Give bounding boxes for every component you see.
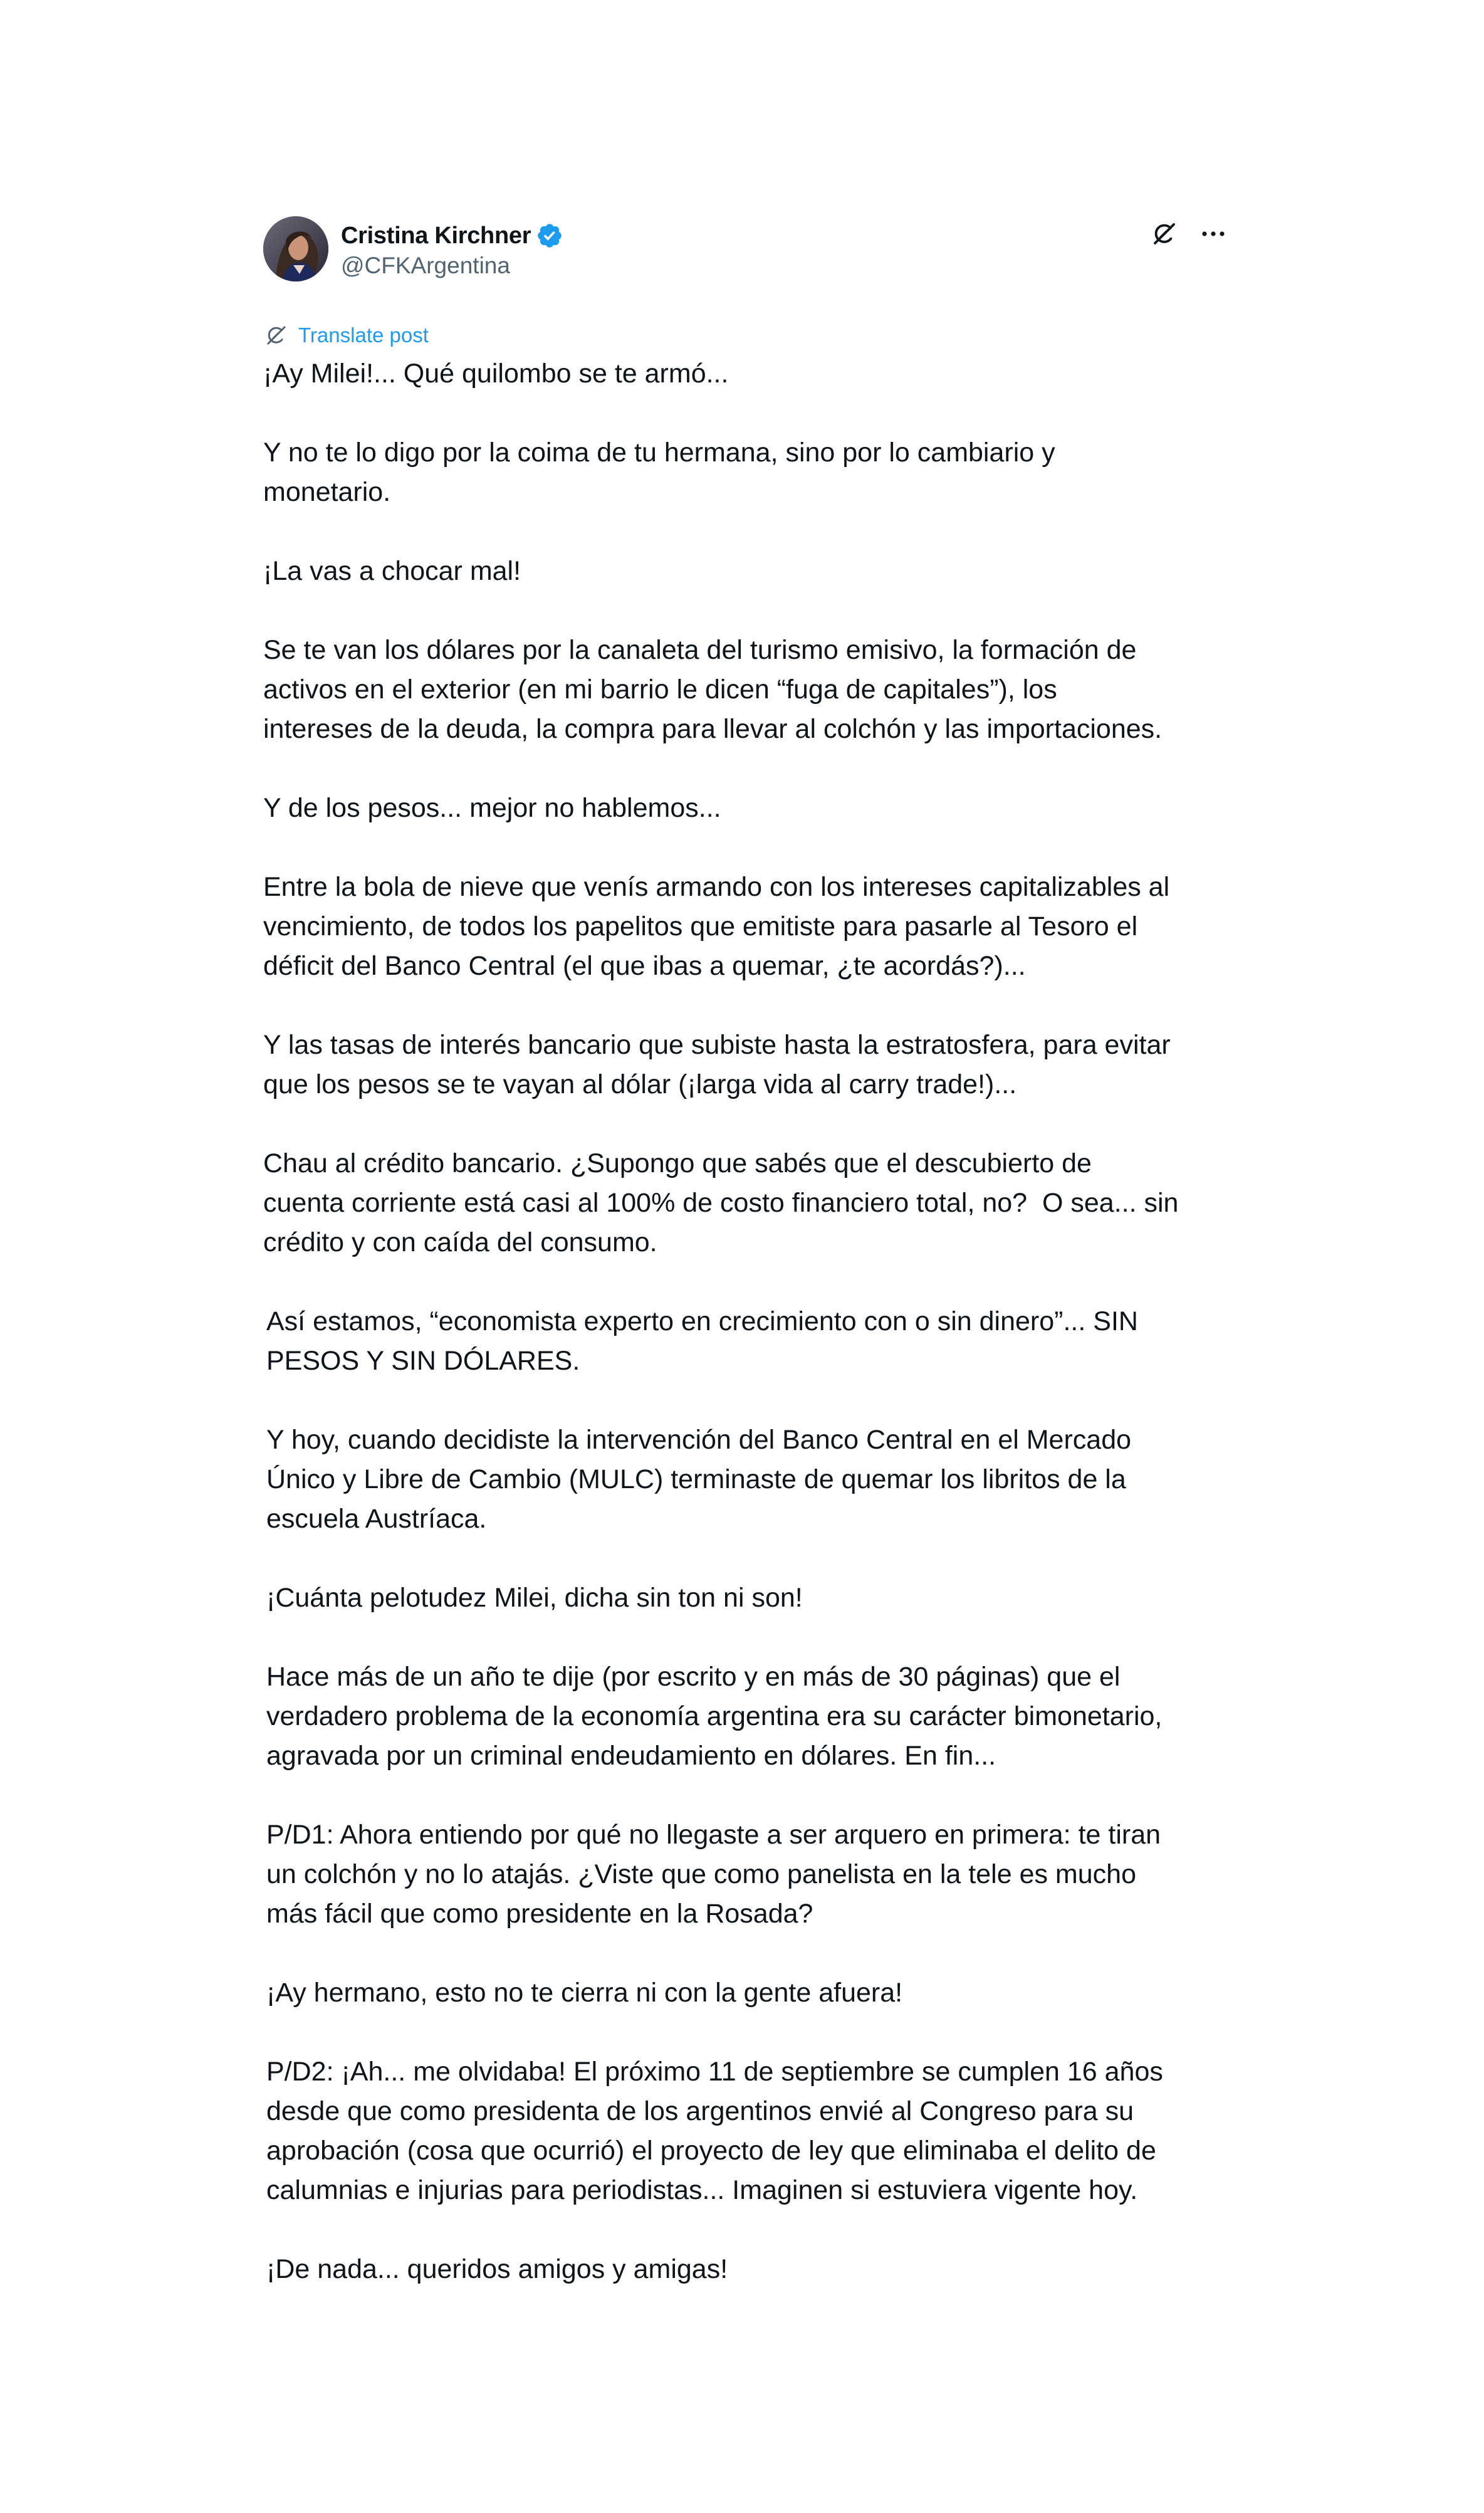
- post-paragraph: P/D2: ¡Ah... me olvidaba! El próximo 11 de septiembre se cumplen 16 años desde que como presidenta de los argentinos envié al Congreso para su aprobación (cosa que ocurrió) el proyecto de ley que eliminaba el delito de calumnias e injurias para periodistas... Imaginen si estuviera vigente hoy.: [266, 2057, 1163, 2205]
- post-paragraph: Y no te lo digo por la coima de tu hermana, sino por lo cambiario y monetario.: [263, 438, 1055, 507]
- post-paragraph: ¡Ay Milei!... Qué quilombo se te armó...: [263, 359, 729, 389]
- author-display-name[interactable]: Cristina Kirchner: [341, 222, 531, 249]
- post-paragraph: Y las tasas de interés bancario que subiste hasta la estratosfera, para evitar que los pesos se te vayan al dólar (¡larga vida al carry trade!)...: [263, 1030, 1171, 1099]
- post-paragraph: Hace más de un año te dije (por escrito y en más de 30 páginas) que el verdadero problema de la economía argentina era su carácter bimonetario, agravada por un criminal endeudamiento en dólares. En fin...: [266, 1662, 1163, 1771]
- translate-post-link[interactable]: Translate post: [298, 323, 429, 347]
- post-paragraph: ¡Ay hermano, esto no te cierra ni con la gente afuera!: [266, 1978, 903, 2008]
- translate-row[interactable]: [263, 322, 1228, 349]
- translate-icon: [263, 322, 290, 349]
- author-name-row: [341, 220, 563, 251]
- grok-icon[interactable]: [1149, 219, 1179, 249]
- author-handle[interactable]: @CFKArgentina: [341, 253, 510, 278]
- post-paragraph: Y hoy, cuando decidiste la intervención del Banco Central en el Mercado Único y Libre de Cambio (MULC) terminaste de quemar los libritos de la escuela Austríaca.: [266, 1425, 1132, 1534]
- post-paragraph: P/D1: Ahora entiendo por qué no llegaste a ser arquero en primera: te tiran un colchón y no lo atajás. ¿Viste que como panelista en la tele es mucho más fácil que como presidente en la Rosada?: [266, 1820, 1161, 1929]
- post-paragraph: Chau al crédito bancario. ¿Supongo que sabés que el descubierto de cuenta corriente está casi al 100% de costo financiero total, no? O sea... sin crédito y con caída del consumo.: [263, 1148, 1179, 1257]
- post: [263, 216, 1228, 2289]
- post-paragraph: Así estamos, “economista experto en crecimiento con o sin dinero”... SIN PESOS Y SIN DÓLARES.: [266, 1306, 1138, 1376]
- post-paragraph: ¡La vas a chocar mal!: [263, 556, 521, 586]
- more-options-icon[interactable]: [1198, 219, 1228, 249]
- author-block: [341, 220, 563, 279]
- avatar-image: [263, 216, 328, 281]
- post-paragraph: Y de los pesos... mejor no hablemos...: [263, 793, 721, 823]
- post-paragraph: ¡Cuánta pelotudez Milei, dicha sin ton ni son!: [266, 1583, 803, 1613]
- avatar[interactable]: [263, 216, 328, 281]
- post-header: [263, 216, 1228, 291]
- post-paragraph: Entre la bola de nieve que venís armando con los intereses capitalizables al vencimiento, de todos los papelitos que emitiste para pasarle al Tesoro el déficit del Banco Central (el que ibas a quemar, ¿te acordás?)...: [263, 872, 1170, 981]
- post-text: [263, 354, 1228, 2289]
- post-paragraph: Se te van los dólares por la canaleta del turismo emisivo, la formación de activos en el exterior (en mi barrio le dicen “fuga de capitales”), los intereses de la deuda, la compra para llevar al colchón y las importaciones.: [263, 635, 1163, 744]
- post-actions: [1149, 219, 1228, 249]
- verified-badge-icon[interactable]: [536, 222, 563, 249]
- post-paragraph: ¡De nada... queridos amigos y amigas!: [266, 2254, 728, 2284]
